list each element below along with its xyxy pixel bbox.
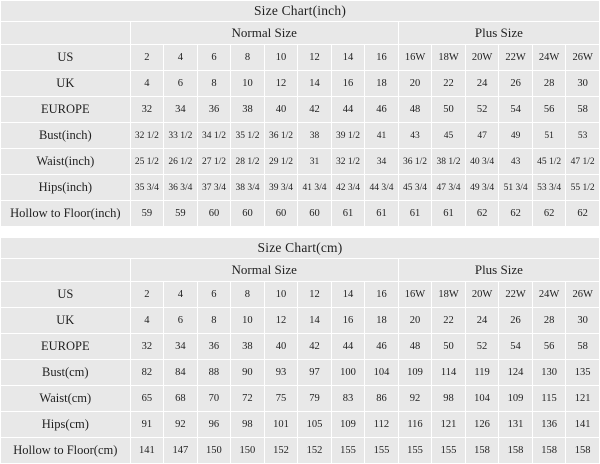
- cell: 115: [532, 386, 566, 412]
- cell: 32 1/2: [331, 149, 365, 175]
- cell: 40: [264, 97, 298, 123]
- cell: 155: [398, 438, 432, 464]
- cell: 109: [331, 412, 365, 438]
- row-label-hollow-to-floor-inch: Hollow to Floor(inch): [1, 201, 131, 227]
- group-header-normal-size: Normal Size: [130, 259, 398, 282]
- cell: 25 1/2: [130, 149, 164, 175]
- cell: 90: [231, 360, 265, 386]
- cell: 20: [398, 308, 432, 334]
- cell: 32: [130, 334, 164, 360]
- cell: 155: [365, 438, 399, 464]
- cell: 58: [566, 334, 600, 360]
- cell: 32 1/2: [130, 123, 164, 149]
- cell: 34: [164, 97, 198, 123]
- cell: 83: [331, 386, 365, 412]
- cell: 36 3/4: [164, 175, 198, 201]
- group-header-blank: [1, 259, 131, 282]
- cell: 4: [130, 308, 164, 334]
- cell: 112: [365, 412, 399, 438]
- cell: 26W: [566, 45, 600, 71]
- row-label-europe: EUROPE: [1, 334, 131, 360]
- cell: 62: [465, 201, 499, 227]
- cell: 36 1/2: [264, 123, 298, 149]
- cell: 84: [164, 360, 198, 386]
- chart-separator: [0, 229, 600, 237]
- size-chart-inch-table: [0, 0, 600, 227]
- cell: 98: [432, 386, 466, 412]
- cell: 14: [298, 308, 332, 334]
- cell: 22: [432, 71, 466, 97]
- table-row: [1, 175, 600, 201]
- cell: 24: [465, 308, 499, 334]
- cell: 4: [164, 282, 198, 308]
- cell: 18W: [432, 282, 466, 308]
- cell: 47 3/4: [432, 175, 466, 201]
- cell: 158: [465, 438, 499, 464]
- row-label-hips-cm: Hips(cm): [1, 412, 131, 438]
- cell: 158: [532, 438, 566, 464]
- cell: 104: [365, 360, 399, 386]
- cell: 93: [264, 360, 298, 386]
- cell: 45 1/2: [532, 149, 566, 175]
- cell: 10: [264, 282, 298, 308]
- row-label-uk: UK: [1, 308, 131, 334]
- cell: 34: [164, 334, 198, 360]
- table-row: [1, 360, 600, 386]
- cell: 38 3/4: [231, 175, 265, 201]
- cell: 28 1/2: [231, 149, 265, 175]
- cell: 42: [298, 334, 332, 360]
- table-row: [1, 123, 600, 149]
- row-label-us: US: [1, 45, 131, 71]
- cell: 43: [398, 123, 432, 149]
- cell: 40 3/4: [465, 149, 499, 175]
- table-row: [1, 438, 600, 464]
- cell: 121: [566, 386, 600, 412]
- cell: 62: [566, 201, 600, 227]
- cell: 12: [298, 282, 332, 308]
- cell: 20: [398, 71, 432, 97]
- cell: 49: [499, 123, 533, 149]
- cell: 31: [298, 149, 332, 175]
- cell: 10: [231, 71, 265, 97]
- cell: 155: [432, 438, 466, 464]
- row-label-bust-inch: Bust(inch): [1, 123, 131, 149]
- cell: 109: [499, 386, 533, 412]
- cell: 54: [499, 334, 533, 360]
- cell: 126: [465, 412, 499, 438]
- group-header-plus-size: Plus Size: [398, 22, 599, 45]
- cell: 92: [164, 412, 198, 438]
- cell: 18: [365, 308, 399, 334]
- cell: 35 1/2: [231, 123, 265, 149]
- cell: 46: [365, 97, 399, 123]
- cell: 16: [365, 45, 399, 71]
- cell: 53: [566, 123, 600, 149]
- cell: 141: [566, 412, 600, 438]
- cell: 61: [365, 201, 399, 227]
- cell: 52: [465, 97, 499, 123]
- cell: 8: [197, 308, 231, 334]
- cell: 97: [298, 360, 332, 386]
- cell: 28: [532, 308, 566, 334]
- row-label-hips-inch: Hips(inch): [1, 175, 131, 201]
- cell: 26W: [566, 282, 600, 308]
- cell: 72: [231, 386, 265, 412]
- cell: 22W: [499, 282, 533, 308]
- cell: 45: [432, 123, 466, 149]
- row-label-hollow-to-floor-cm: Hollow to Floor(cm): [1, 438, 131, 464]
- cell: 36: [197, 334, 231, 360]
- cell: 38 1/2: [432, 149, 466, 175]
- cell: 91: [130, 412, 164, 438]
- cell: 37 3/4: [197, 175, 231, 201]
- cell: 48: [398, 334, 432, 360]
- cell: 109: [398, 360, 432, 386]
- cell: 41: [365, 123, 399, 149]
- cell: 30: [566, 71, 600, 97]
- cell: 10: [231, 308, 265, 334]
- cell: 75: [264, 386, 298, 412]
- cell: 2: [130, 282, 164, 308]
- cell: 34 1/2: [197, 123, 231, 149]
- cell: 68: [164, 386, 198, 412]
- table-group-row: [1, 22, 600, 45]
- cell: 100: [331, 360, 365, 386]
- table-row: [1, 334, 600, 360]
- cell: 44 3/4: [365, 175, 399, 201]
- cell: 158: [499, 438, 533, 464]
- cell: 6: [197, 282, 231, 308]
- cell: 59: [130, 201, 164, 227]
- cell: 62: [532, 201, 566, 227]
- row-label-uk: UK: [1, 71, 131, 97]
- cell: 12: [264, 71, 298, 97]
- cell: 51: [532, 123, 566, 149]
- cell: 26: [499, 71, 533, 97]
- cell: 55 1/2: [566, 175, 600, 201]
- cell: 16: [331, 308, 365, 334]
- cell: 12: [298, 45, 332, 71]
- chart-title: Size Chart(inch): [1, 1, 600, 22]
- cell: 18: [365, 71, 399, 97]
- cell: 155: [331, 438, 365, 464]
- cell: 35 3/4: [130, 175, 164, 201]
- cell: 104: [465, 386, 499, 412]
- cell: 41 3/4: [298, 175, 332, 201]
- cell: 8: [197, 71, 231, 97]
- cell: 20W: [465, 45, 499, 71]
- cell: 42: [298, 97, 332, 123]
- cell: 28: [532, 71, 566, 97]
- row-label-europe: EUROPE: [1, 97, 131, 123]
- cell: 16W: [398, 45, 432, 71]
- cell: 24W: [532, 45, 566, 71]
- cell: 20W: [465, 282, 499, 308]
- cell: 8: [231, 45, 265, 71]
- cell: 59: [164, 201, 198, 227]
- cell: 42 3/4: [331, 175, 365, 201]
- cell: 33 1/2: [164, 123, 198, 149]
- cell: 50: [432, 97, 466, 123]
- cell: 38: [231, 334, 265, 360]
- cell: 82: [130, 360, 164, 386]
- cell: 36: [197, 97, 231, 123]
- cell: 105: [298, 412, 332, 438]
- cell: 53 3/4: [532, 175, 566, 201]
- cell: 60: [231, 201, 265, 227]
- cell: 62: [499, 201, 533, 227]
- cell: 60: [298, 201, 332, 227]
- table-row: [1, 45, 600, 71]
- cell: 38: [231, 97, 265, 123]
- size-chart-cm-table: [0, 237, 600, 464]
- cell: 22W: [499, 45, 533, 71]
- cell: 12: [264, 308, 298, 334]
- cell: 24: [465, 71, 499, 97]
- cell: 24W: [532, 282, 566, 308]
- cell: 43: [499, 149, 533, 175]
- cell: 61: [398, 201, 432, 227]
- cell: 152: [298, 438, 332, 464]
- cell: 130: [532, 360, 566, 386]
- cell: 30: [566, 308, 600, 334]
- row-label-us: US: [1, 282, 131, 308]
- table-row: [1, 412, 600, 438]
- cell: 14: [298, 71, 332, 97]
- cell: 98: [231, 412, 265, 438]
- chart-title: Size Chart(cm): [1, 238, 600, 259]
- cell: 46: [365, 334, 399, 360]
- cell: 61: [331, 201, 365, 227]
- row-label-bust-cm: Bust(cm): [1, 360, 131, 386]
- cell: 4: [130, 71, 164, 97]
- table-row: [1, 201, 600, 227]
- cell: 60: [264, 201, 298, 227]
- cell: 40: [264, 334, 298, 360]
- cell: 58: [566, 97, 600, 123]
- cell: 135: [566, 360, 600, 386]
- cell: 26: [499, 308, 533, 334]
- cell: 29 1/2: [264, 149, 298, 175]
- size-chart-cm-block: [0, 237, 600, 464]
- table-row: [1, 308, 600, 334]
- table-row: [1, 97, 600, 123]
- cell: 60: [197, 201, 231, 227]
- cell: 16: [365, 282, 399, 308]
- cell: 47 1/2: [566, 149, 600, 175]
- cell: 131: [499, 412, 533, 438]
- cell: 52: [465, 334, 499, 360]
- cell: 70: [197, 386, 231, 412]
- row-label-waist-cm: Waist(cm): [1, 386, 131, 412]
- table-row: [1, 71, 600, 97]
- cell: 8: [231, 282, 265, 308]
- cell: 147: [164, 438, 198, 464]
- table-group-row: [1, 259, 600, 282]
- cell: 44: [331, 334, 365, 360]
- cell: 44: [331, 97, 365, 123]
- cell: 49 3/4: [465, 175, 499, 201]
- cell: 116: [398, 412, 432, 438]
- cell: 47: [465, 123, 499, 149]
- cell: 51 3/4: [499, 175, 533, 201]
- cell: 38: [298, 123, 332, 149]
- cell: 10: [264, 45, 298, 71]
- size-chart-inch-block: [0, 0, 600, 229]
- cell: 119: [465, 360, 499, 386]
- cell: 4: [164, 45, 198, 71]
- cell: 92: [398, 386, 432, 412]
- cell: 39 3/4: [264, 175, 298, 201]
- table-row: [1, 149, 600, 175]
- cell: 141: [130, 438, 164, 464]
- group-header-plus-size: Plus Size: [398, 259, 599, 282]
- cell: 18W: [432, 45, 466, 71]
- cell: 16W: [398, 282, 432, 308]
- cell: 150: [197, 438, 231, 464]
- cell: 45 3/4: [398, 175, 432, 201]
- cell: 121: [432, 412, 466, 438]
- table-row: [1, 386, 600, 412]
- cell: 27 1/2: [197, 149, 231, 175]
- cell: 79: [298, 386, 332, 412]
- cell: 36 1/2: [398, 149, 432, 175]
- cell: 14: [331, 45, 365, 71]
- cell: 56: [532, 97, 566, 123]
- cell: 65: [130, 386, 164, 412]
- cell: 86: [365, 386, 399, 412]
- cell: 48: [398, 97, 432, 123]
- cell: 101: [264, 412, 298, 438]
- group-header-normal-size: Normal Size: [130, 22, 398, 45]
- cell: 6: [197, 45, 231, 71]
- cell: 54: [499, 97, 533, 123]
- cell: 61: [432, 201, 466, 227]
- cell: 6: [164, 308, 198, 334]
- cell: 6: [164, 71, 198, 97]
- table-title-row: [1, 1, 600, 22]
- cell: 34: [365, 149, 399, 175]
- cell: 150: [231, 438, 265, 464]
- cell: 96: [197, 412, 231, 438]
- cell: 16: [331, 71, 365, 97]
- cell: 2: [130, 45, 164, 71]
- cell: 22: [432, 308, 466, 334]
- table-title-row: [1, 238, 600, 259]
- cell: 136: [532, 412, 566, 438]
- cell: 114: [432, 360, 466, 386]
- table-row: [1, 282, 600, 308]
- cell: 26 1/2: [164, 149, 198, 175]
- cell: 88: [197, 360, 231, 386]
- cell: 14: [331, 282, 365, 308]
- cell: 158: [566, 438, 600, 464]
- row-label-waist-inch: Waist(inch): [1, 149, 131, 175]
- group-header-blank: [1, 22, 131, 45]
- cell: 56: [532, 334, 566, 360]
- cell: 32: [130, 97, 164, 123]
- cell: 152: [264, 438, 298, 464]
- cell: 39 1/2: [331, 123, 365, 149]
- cell: 50: [432, 334, 466, 360]
- cell: 124: [499, 360, 533, 386]
